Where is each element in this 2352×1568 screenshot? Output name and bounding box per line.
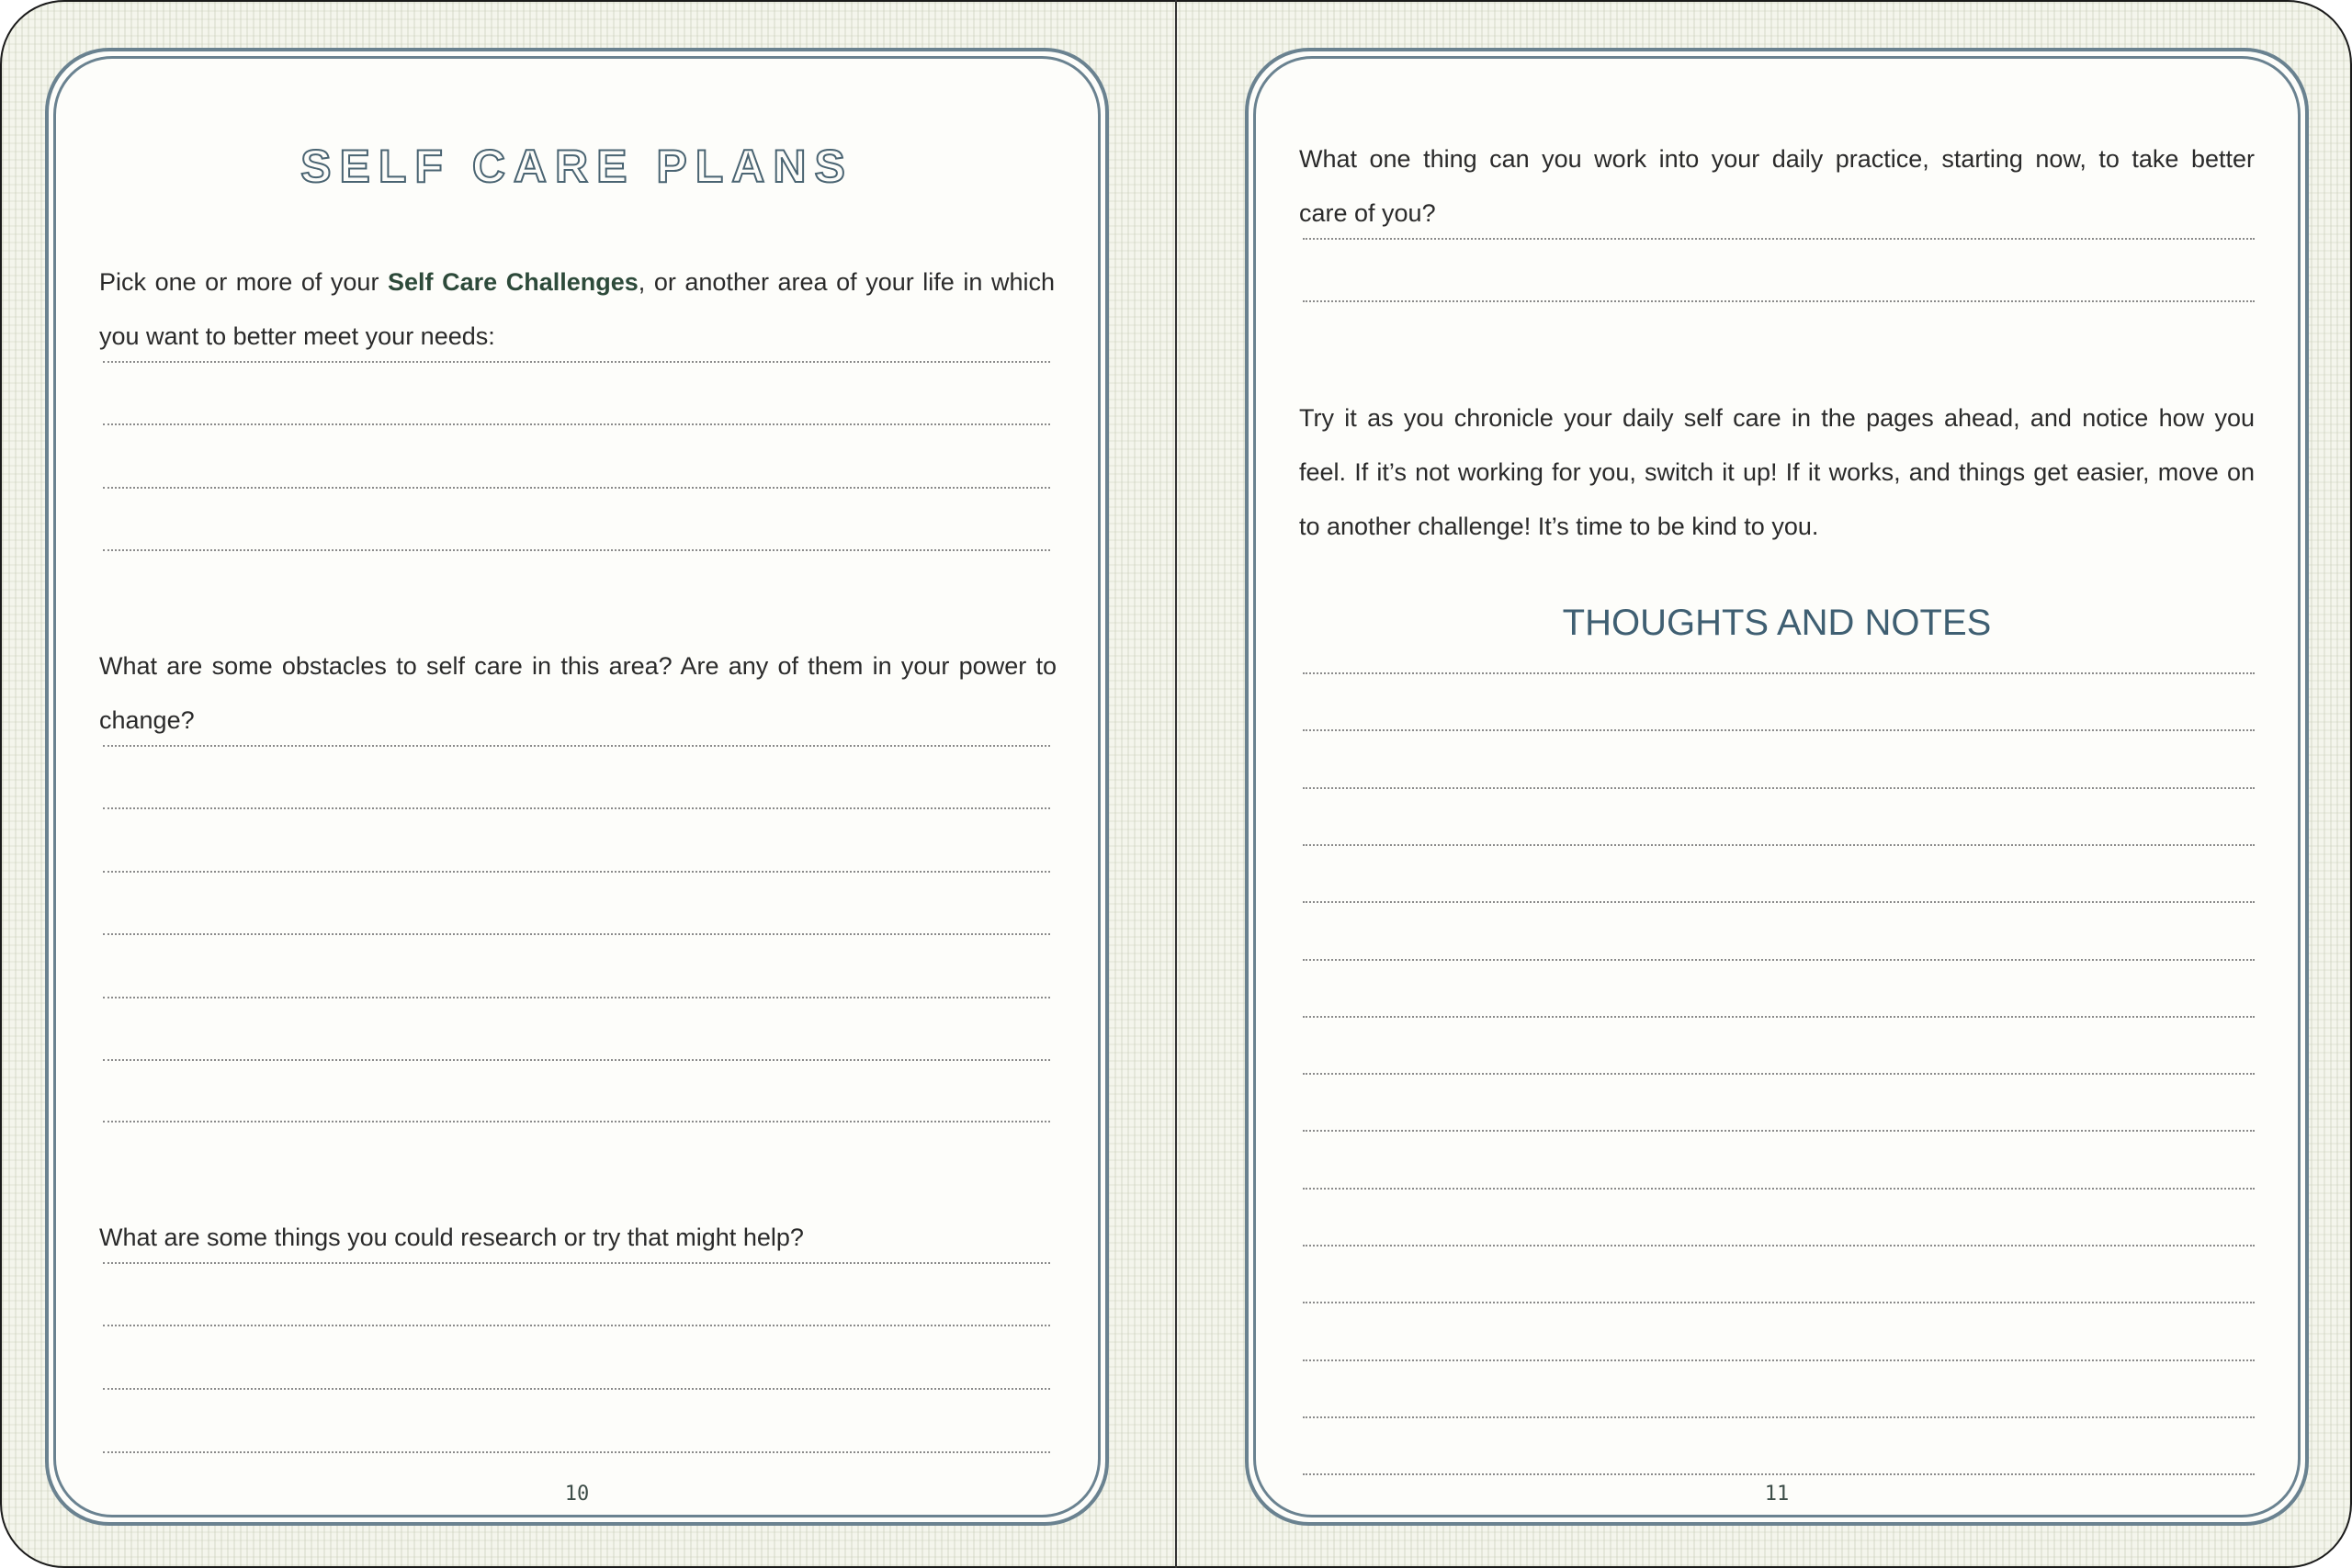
writing-line[interactable] (103, 871, 1050, 873)
writing-line[interactable] (1303, 959, 2255, 961)
writing-line[interactable] (1303, 1073, 2255, 1075)
writing-line[interactable] (103, 361, 1050, 363)
section-heading: THOUGHTS AND NOTES (1562, 603, 1992, 643)
writing-line[interactable] (1303, 787, 2255, 789)
writing-line[interactable] (103, 997, 1050, 998)
writing-line[interactable] (1303, 1416, 2255, 1418)
writing-line[interactable] (1303, 1359, 2255, 1361)
left-page (45, 48, 1109, 1526)
book-spine (1175, 0, 1177, 1568)
writing-line[interactable] (1303, 901, 2255, 903)
prompt-obstacles: What are some obstacles to self care in this area? Are any of them in your power to change? (99, 652, 1057, 734)
writing-line[interactable] (1303, 1016, 2255, 1018)
writing-line[interactable] (1303, 729, 2255, 731)
writing-line[interactable] (103, 1325, 1050, 1326)
writing-line[interactable] (103, 745, 1050, 747)
writing-line[interactable] (1303, 1188, 2255, 1190)
writing-line[interactable] (1303, 1130, 2255, 1132)
writing-line[interactable] (1303, 1302, 2255, 1303)
page-number: 11 (1764, 1483, 1790, 1506)
writing-line[interactable] (1303, 238, 2255, 240)
writing-line[interactable] (103, 423, 1050, 425)
writing-line[interactable] (1303, 1473, 2255, 1475)
writing-line[interactable] (1303, 300, 2255, 302)
writing-line[interactable] (103, 1451, 1050, 1453)
writing-line[interactable] (1303, 672, 2255, 674)
self-care-challenges-emphasis: Self Care Challenges (388, 268, 639, 296)
writing-line[interactable] (103, 933, 1050, 935)
writing-line[interactable] (103, 1262, 1050, 1264)
prompt-challenges: Pick one or more of your Self Care Challenges, or another area of your life in which you want to better meet your needs: (99, 268, 1055, 350)
page-number: 10 (564, 1483, 590, 1506)
writing-line[interactable] (103, 487, 1050, 489)
writing-line[interactable] (1303, 844, 2255, 846)
page-title: SELF CARE PLANS (300, 141, 854, 192)
prompt-research: What are some things you could research or try that might help? (99, 1224, 804, 1251)
writing-line[interactable] (1303, 1245, 2255, 1247)
writing-line[interactable] (103, 1388, 1050, 1390)
instruction-paragraph: Try it as you chronicle your daily self care in the pages ahead, and notice how you feel. If it’s not working for you, switch it up! If it works, and things get easier, move on to another challenge! It’s time to be kind to you. (1299, 404, 2255, 540)
prompt-daily-practice: What one thing can you work into your daily practice, starting now, to take better care of you? (1299, 145, 2255, 227)
writing-line[interactable] (103, 1121, 1050, 1122)
writing-line[interactable] (103, 807, 1050, 809)
writing-line[interactable] (103, 549, 1050, 551)
writing-line[interactable] (103, 1059, 1050, 1061)
right-page (1245, 48, 2309, 1526)
